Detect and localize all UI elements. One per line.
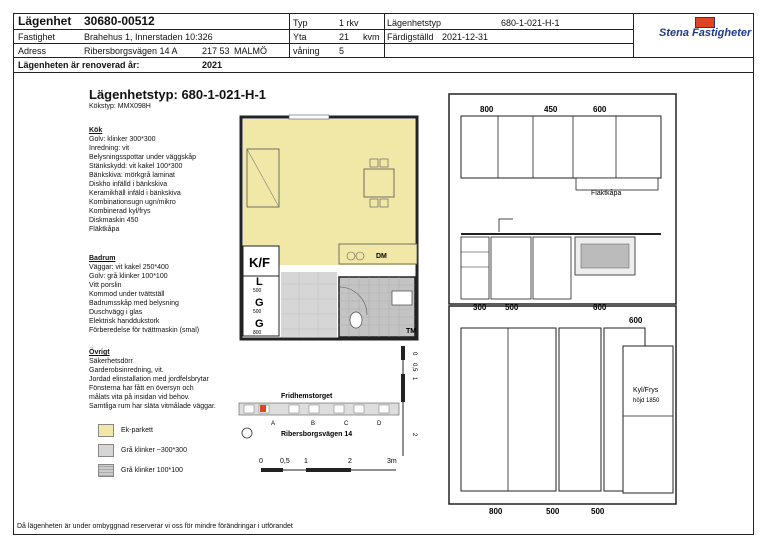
legend-swatch-klinker300 (98, 444, 114, 457)
typ-label: Typ (293, 18, 308, 28)
table (364, 169, 394, 197)
legend-label-parkett: Ek-parkett (121, 427, 153, 434)
kok-spec-item: Diskho infälld i bänkskiva (89, 181, 168, 188)
postnr: 217 53 (202, 46, 230, 56)
plan-title: Lägenhetstyp: 680-1-021-H-1 (89, 87, 266, 102)
badrum-spec-item: Golv: grå klinker 100*100 (89, 273, 168, 280)
hall-floor (281, 272, 337, 337)
yta-unit: kvm (363, 32, 380, 42)
badrum-spec-item: Duschvägg i glas (89, 309, 143, 316)
label-l-size: 500 (253, 288, 262, 294)
badrum-spec-item: Vitt porslin (89, 282, 122, 289)
faucet-icon (499, 219, 513, 232)
kitchen-dim-top-1: 450 (544, 105, 558, 114)
badrum-spec-item: Elektrisk handdukstork (89, 318, 160, 325)
svg-text:3m: 3m (387, 458, 397, 465)
kok-spec-item: Kombinationsugn ugn/mikro (89, 199, 176, 206)
legend-swatch-parkett (98, 424, 114, 437)
vaning-value: 5 (339, 46, 345, 56)
kitchen-dim-bottom-1: 500 (505, 303, 519, 312)
kok-heading: Kök (89, 127, 103, 134)
badrum-spec-item: Badrumsskåp med belysning (89, 300, 179, 307)
svg-text:0: 0 (411, 352, 417, 356)
sink-cabinet (491, 237, 531, 299)
label-g2: G (255, 318, 264, 330)
ovrigt-spec-item: Säkerhetsdörr (89, 358, 133, 365)
ovrigt-list (89, 357, 216, 411)
kok-spec-item: Bänkskiva: mörkgrå laminat (89, 172, 175, 179)
kok-spec-item: Stänkskydd: vit kakel 100*300 (89, 163, 183, 170)
adress-value: Ribersborgsvägen 14 A (84, 46, 178, 56)
wardrobe-elevation (441, 306, 741, 516)
svg-text:1: 1 (411, 377, 417, 381)
kok-spec-item: Inredning: vit (89, 145, 130, 152)
label-l: L (256, 276, 263, 288)
svg-text:0,5: 0,5 (411, 363, 417, 372)
label-g2-size: 800 (253, 330, 262, 336)
kok-spec-item: Golv: klinker 300*300 (89, 136, 156, 143)
ovrigt-heading: Övrigt (89, 349, 110, 356)
kok-spec-item: Belysningsspottar under väggskåp (89, 154, 197, 161)
badrum-spec-item: Kommod under tvättställ (89, 291, 165, 298)
label-kf: K/F (249, 255, 270, 270)
legend-label-klinker300: Grå klinker ~300*300 (121, 447, 187, 454)
kok-specs (89, 126, 196, 234)
kitchen-dim-bottom-2: 600 (593, 303, 607, 312)
wardrobe-left (461, 328, 556, 491)
apartment-marker (260, 405, 266, 412)
bathroom (339, 277, 415, 337)
street-top: Fridhemstorget (281, 393, 333, 400)
badrum-heading: Badrum (89, 255, 116, 262)
floor-plan-sheet (13, 13, 754, 535)
info-header (14, 14, 753, 73)
kitchen-dim-bottom-0: 300 (473, 303, 487, 312)
typ-value: 1 rkv (339, 18, 359, 28)
svg-text:D: D (377, 421, 382, 427)
fastighet-label: Fastighet (18, 32, 56, 42)
label-dm: DM (376, 253, 387, 260)
label-g1: G (255, 297, 264, 309)
label-kylfrys: Kyl/Frys (633, 387, 659, 394)
street-bottom: Ribersborgsvägen 14 (281, 431, 353, 438)
label-hojd: höjd 1850 (633, 398, 660, 404)
washbasin (392, 291, 412, 305)
ovrigt-spec-item: målats vita på insidan vid behov. (89, 394, 190, 401)
company-logo: Stena Fastigheter (659, 27, 752, 39)
badrum-list (89, 263, 199, 335)
fan-hood (576, 178, 658, 190)
kok-spec-item: Fläktkåpa (89, 226, 120, 233)
svg-text:0: 0 (259, 458, 263, 465)
kitchen-dim-top-2: 600 (593, 105, 607, 114)
footer-note: Då lägenheten är under ombyggnad reserverar vi oss för mindre förändringar i utförandet (17, 523, 293, 530)
wardrobe-dim-bottom-1: 500 (546, 507, 560, 516)
badrum-spec-item: Förberedelse för tvättmaskin (smal) (89, 327, 200, 334)
wardrobe-dim-top: 600 (629, 316, 643, 325)
yta-label: Yta (293, 32, 307, 42)
kok-spec-item: Diskmaskin 450 (89, 217, 139, 224)
svg-text:0,5: 0,5 (280, 458, 290, 465)
kok-spec-item: Keramikhäll infäld i bänkskiva (89, 190, 181, 197)
floor-plan-drawing (234, 109, 424, 349)
compass-icon (242, 428, 252, 438)
label-tm: TM (406, 328, 417, 335)
kitchen-elevation (441, 94, 741, 314)
toilet (350, 312, 362, 328)
fridge-freezer (623, 346, 673, 493)
label-g1-size: 500 (253, 309, 262, 315)
svg-text:2: 2 (348, 458, 352, 465)
lagenhet-label: Lägenhet (18, 14, 72, 28)
badrum-spec-item: Väggar: vit kakel 250*400 (89, 264, 169, 271)
horizontal-scale (254, 454, 404, 484)
legend-swatch-klinker100 (98, 464, 114, 477)
window (289, 115, 329, 119)
plan-subtitle: Kökstyp: MMX098H (89, 103, 151, 110)
wardrobe-mid (559, 328, 601, 491)
site-map (239, 389, 404, 449)
legend-label-klinker100: Grå klinker 100*100 (121, 467, 183, 474)
ovrigt-spec-item: Fönsterna har fått en översyn och (89, 385, 194, 392)
ovrigt-spec-item: Samtliga rum har släta vitmålade väggar. (89, 403, 216, 410)
renoverad-label: Lägenheten är renoverad år: (18, 60, 140, 70)
svg-text:2: 2 (411, 433, 417, 437)
kitchen-dim-top-0: 800 (480, 105, 494, 114)
kok-spec-item: Kombinerad kyl/frys (89, 208, 151, 215)
kok-list (89, 135, 196, 234)
wardrobe-dim-bottom-0: 800 (489, 507, 503, 516)
badrum-specs (89, 254, 199, 335)
dishwasher (533, 237, 571, 299)
svg-text:A: A (271, 421, 276, 427)
fastighet-value: Brahehus 1, Innerstaden 10:326 (84, 32, 213, 42)
yta-value: 21 (339, 32, 350, 42)
vaning-label: våning (293, 46, 320, 56)
svg-text:C: C (344, 421, 349, 427)
adress-label: Adress (18, 46, 47, 56)
lagenhetstyp-label: Lägenhetstyp (387, 18, 442, 28)
wardrobe-dim-bottom-2: 500 (591, 507, 605, 516)
fardigstalld-value: 2021-12-31 (442, 32, 489, 42)
lagenhet-value: 30680-00512 (84, 14, 155, 28)
ort: MALMÖ (234, 46, 268, 56)
upper-cabinets (461, 116, 661, 178)
drawer-unit (461, 237, 489, 299)
ovrigt-spec-item: Jordad elinstallation med jordfelsbrytar (89, 376, 209, 383)
ovrigt-spec-item: Garderobsinredning, vit. (89, 367, 164, 374)
svg-text:B: B (311, 421, 316, 427)
label-flaktkapa: Fläktkåpa (591, 190, 622, 197)
fardigstalld-label: Färdigställd (387, 32, 434, 42)
lagenhetstyp-value: 680-1-021-H-1 (501, 18, 560, 28)
ovrigt-specs (89, 348, 216, 411)
renoverad-value: 2021 (202, 60, 223, 70)
svg-text:1: 1 (304, 458, 308, 465)
